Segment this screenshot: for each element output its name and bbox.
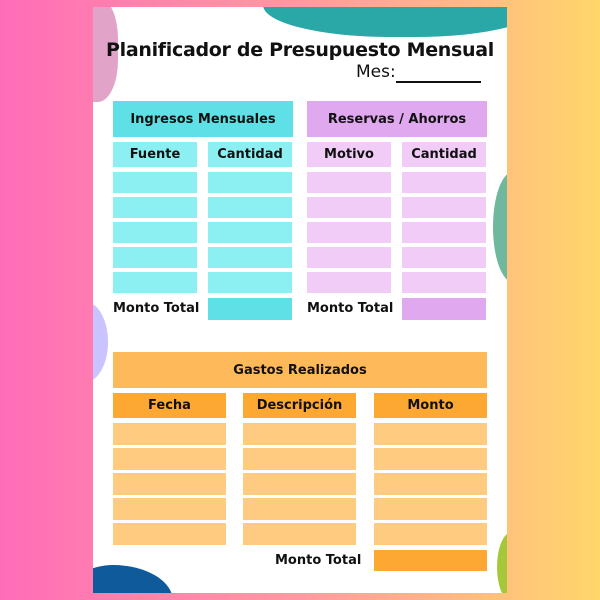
ingresos-row-cell[interactable] [113,172,197,193]
gastos-row-cell[interactable] [113,423,226,445]
gastos-row-cell[interactable] [374,423,487,445]
ingresos-header: Ingresos Mensuales [113,101,293,137]
gastos-row-cell[interactable] [243,448,356,470]
ingresos-row-cell[interactable] [208,272,292,293]
month-label: Mes: [356,62,396,82]
ingresos-total-field[interactable] [208,298,292,320]
gastos-row-cell[interactable] [374,498,487,520]
decor-blob-green [493,172,507,282]
gastos-header: Gastos Realizados [113,352,487,388]
decor-blob-blue [93,565,173,593]
reservas-row-cell[interactable] [402,222,486,243]
gastos-row-cell[interactable] [243,498,356,520]
ingresos-row-cell[interactable] [113,272,197,293]
month-input-line[interactable] [396,81,481,83]
gastos-total-label: Monto Total [275,553,362,568]
ingresos-total-label: Monto Total [113,301,200,316]
gastos-col1-header: Fecha [113,393,226,418]
gastos-row-cell[interactable] [374,523,487,545]
gastos-row-cell[interactable] [113,498,226,520]
planner-page [93,7,507,593]
reservas-total-label: Monto Total [307,301,394,316]
ingresos-row-cell[interactable] [113,247,197,268]
decor-blob-lime [497,532,507,593]
ingresos-col1-header: Fuente [113,142,197,167]
reservas-row-cell[interactable] [402,272,486,293]
page-title: Planificador de Presupuesto Mensual [106,39,494,61]
gastos-row-cell[interactable] [243,423,356,445]
ingresos-row-cell[interactable] [208,222,292,243]
ingresos-row-cell[interactable] [113,197,197,218]
ingresos-row-cell[interactable] [208,247,292,268]
ingresos-col2-header: Cantidad [208,142,292,167]
reservas-row-cell[interactable] [307,172,391,193]
ingresos-row-cell[interactable] [113,222,197,243]
reservas-total-field[interactable] [402,298,486,320]
decor-blob-lavender [93,302,108,382]
ingresos-row-cell[interactable] [208,172,292,193]
gastos-row-cell[interactable] [113,523,226,545]
gastos-row-cell[interactable] [374,473,487,495]
gastos-total-field[interactable] [374,550,487,571]
reservas-row-cell[interactable] [307,247,391,268]
reservas-row-cell[interactable] [402,247,486,268]
reservas-row-cell[interactable] [307,272,391,293]
reservas-row-cell[interactable] [402,197,486,218]
reservas-row-cell[interactable] [307,222,391,243]
reservas-row-cell[interactable] [402,172,486,193]
reservas-col1-header: Motivo [307,142,391,167]
gastos-row-cell[interactable] [113,448,226,470]
gastos-row-cell[interactable] [374,448,487,470]
reservas-col2-header: Cantidad [402,142,486,167]
decor-blob-teal [263,7,507,37]
reservas-header: Reservas / Ahorros [307,101,487,137]
gastos-col2-header: Descripción [243,393,356,418]
gastos-row-cell[interactable] [243,473,356,495]
reservas-row-cell[interactable] [307,197,391,218]
gastos-row-cell[interactable] [243,523,356,545]
gastos-col3-header: Monto [374,393,487,418]
gastos-row-cell[interactable] [113,473,226,495]
ingresos-row-cell[interactable] [208,197,292,218]
